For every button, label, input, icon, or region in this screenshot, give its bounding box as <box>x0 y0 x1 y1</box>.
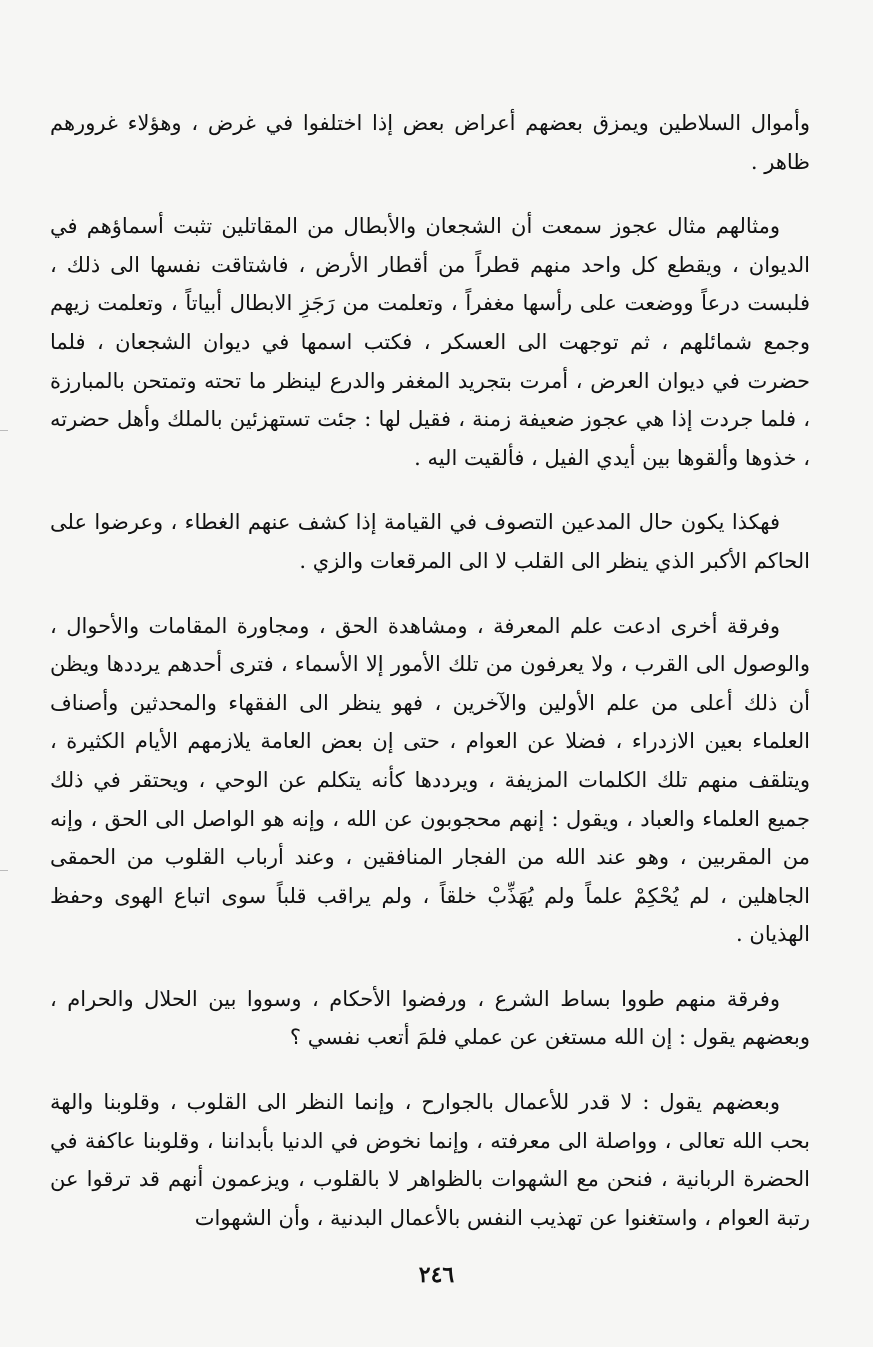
paragraph: فهكذا يكون حال المدعين التصوف في القيامة إذا كشف عنهم الغطاء ، وعرضوا على الحاكم الأكبر الذي ينظر الى القلب لا الى المرقعات والزي . <box>50 510 810 573</box>
paragraph: وفرقة منهم طووا بساط الشرع ، ورفضوا الأحكام ، وسووا بين الحلال والحرام ، وبعضهم يقول : إن الله مستغن عن عملي فلمَ أتعب نفسي ؟ <box>50 986 810 1050</box>
scan-edge-mark <box>0 430 8 431</box>
paragraph: ومثالهم مثال عجوز سمعت أن الشجعان والأبطال من المقاتلين تثبت أسماؤهم في الديوان ، ويقطع كل واحد منهم قطراً من أقطار الأرض ، فاشتاقت نفسها الى ذلك ، فلبست درعاً ووضعت على رأسها مغفراً ، وتعلمت من رَجَزِ الابطال أبياتاً ، وتعلمت زيهم وجمع شمائلهم ، ثم توجهت الى العسكر ، فكتب اسمها في ديوان الشجعان ، فلما حضرت في ديوان العرض ، أمرت بتجريد المغفر والدرع لينظر ما تحته وتمتحن بالمبارزة ، فلما جردت إذا هي عجوز ضعيفة زمنة ، فقيل لها : جئت تستهزئين بالملك وأهل حضرته ، خذوها وألقوها بين أيدي الفيل ، فألقيت اليه . <box>50 214 810 470</box>
paragraph: وفرقة أخرى ادعت علم المعرفة ، ومشاهدة الحق ، ومجاورة المقامات والأحوال ، والوصول الى القرب ، ولا يعرفون من تلك الأمور إلا الأسماء ، فترى أحدهم يرددها ويظن أن ذلك أعلى من علم الأولين والآخرين ، فهو ينظر الى الفقهاء والمحدثين وأصناف العلماء بعين الازدراء ، فضلا عن العوام ، حتى إن بعض العامة يلازمهم الأيام الكثيرة ، ويتلقف منهم تلك الكلمات المزيفة ، ويرددها كأنه يتكلم عن الوحي ، ويحتقر في ذلك جميع العلماء والعباد ، ويقول : إنهم محجوبون عن الله ، وإنه هو الواصل الى الحق ، وإنه من المقربين ، وهو عند الله من الفجار المنافقين ، وعند أرباب القلوب من الحمقى الجاهلين ، لم يُحْكِمْ علماً ولم يُهَذِّبْ خلقاً ، ولم يراقب قلباً سوى اتباع الهوى وحفظ الهذيان . <box>50 613 811 947</box>
scan-edge-mark <box>0 870 8 871</box>
paragraph: وأموال السلاطين ويمزق بعضهم أعراض بعض إذا اختلفوا في غرض ، وهؤلاء غرورهم ظاهر . <box>50 111 810 174</box>
paragraph: وبعضهم يقول : لا قدر للأعمال بالجوارح ، وإنما النظر الى القلوب ، وقلوبنا والهة بحب الله تعالى ، وواصلة الى معرفته ، وإنما نخوض في الدنيا بأبداننا ، وقلوبنا عاكفة في الحضرة الربانية ، فنحن مع الشهوات بالظواهر لا بالقلوب ، ويزعمون أنهم قد ترقوا عن رتبة العوام ، واستغنوا عن تهذيب النفس بالأعمال البدنية ، وأن الشهوات <box>50 1090 810 1230</box>
body-text <box>50 104 810 1263</box>
page-number: ٢٤٦ <box>418 1262 455 1288</box>
